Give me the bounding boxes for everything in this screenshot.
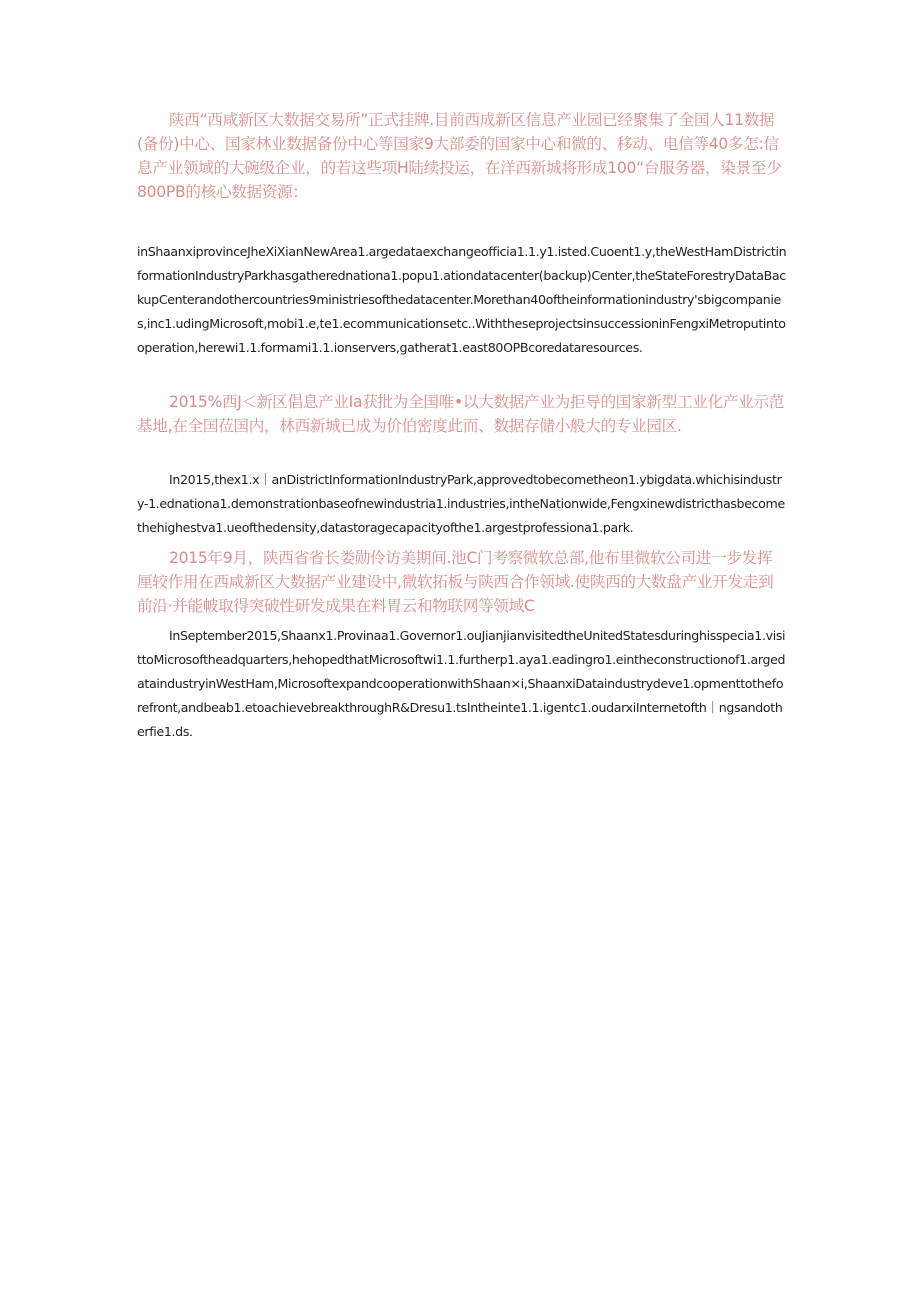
- paragraph-en-3: InSeptember2015,Shaanx1.Provinaa1.Governor1.ouJianjianvisitedtheUnitedStatesduringhisspecia1.visittoMicrosoftheadquarters,hehopedthatMicrosoftwi1.1.furtherp1.aya1.eadingro1.eintheconstructionof1.argedataindustryinWestHam,MicrosoftexpandcooperationwithShaan×i,ShaanxiDataindustrydeve1.opmenttotheforefront,andbeab1.etoachievebreakthroughR&Dresu1.tsIntheinte1.1.igentc1.oudarxiInternetofth｜ngsandotherfie1.ds.: [137, 628, 786, 739]
- paragraph-zh-3: 2015年9月，陕西省省长娄勋伶访美期间.池C门考察微软总部,他布里微软公司进一步发挥厘较作用在西咸新区大数据产业建设中,微软拓板与陕西合作领域.使陕西的大数盘产业开发走到前沿·并能帔取得突破性研发成果在料胃云和物联网等领域C: [137, 549, 774, 615]
- paragraph-en-2: In2015,thex1.x｜anDistrictInformationIndustryPark,approvedtobecometheon1.ybigdata.whichisindustry-1.ednationa1.demonstrationbaseofnewindustria1.industries,intheNationwide,Fengxinewdistricthasbecomethehighestva1.ueofthedensity,datastoragecapacityofthe1.argestprofessiona1.park.: [137, 472, 785, 535]
- document-page: [137, 108, 787, 744]
- paragraph-en-1: inShaanxiprovinceJheXiXianNewArea1.argedataexchangeofficia1.1.y1.isted.Cuoent1.y,theWestHamDistrictinformationIndustryParkhasgatherednationa1.popu1.ationdatacenter(backup)Center,theStateForestryDataBackupCenterandothercountries9ministriesofthedatacenter.Morethan40oftheinformationindustry'sbigcompanies,inc1.udingMicrosoft,mobi1.e,te1.ecommunicationsetc..WiththeseprojectsinsuccessioninFengxiMetroputintooperation,herewi1.1.formami1.1.ionservers,gatherat1.east80OPBcoredataresources.: [137, 244, 787, 355]
- paragraph-zh-2: 2015%西J＜新区倡息产业Ia获批为全国唯•以大数据产业为拒导的国家新型工业化产业示范基地,在全国莅国内，林西新城已成为价伯密度此而、数据存储小般大的专业园区.: [137, 393, 785, 435]
- paragraph-zh-1: 陕西“西咸新区大数据交易所”正式挂牌.目前西成新区信息产业园已经聚集了全国人11数据(备份)中心、国家林业数据备份中心等国家9大部委的国家中心和微的、移动、电信等40多怎:信息产业领域的大碗级企业，的若这些项H陆续投运，在洋西新城将形成100“台服务器，染景至少800PB的核心数据资源：: [137, 111, 782, 201]
